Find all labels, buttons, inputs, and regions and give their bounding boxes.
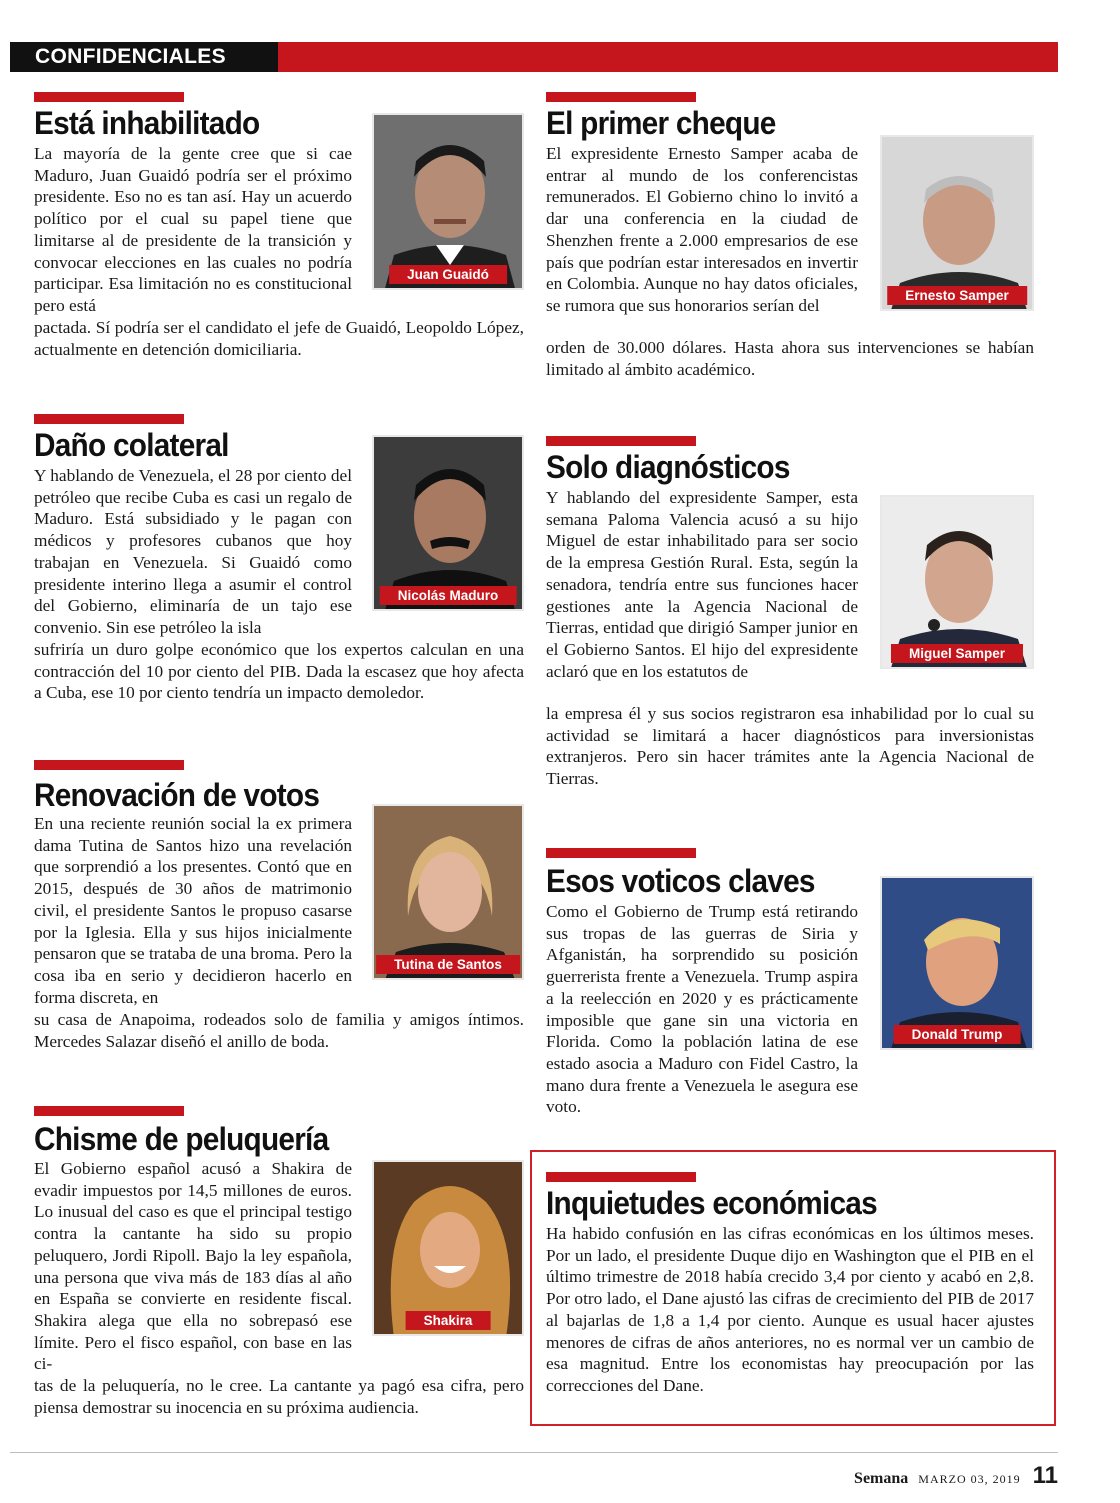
article-body-wrapped: En una reciente reunión social la ex primera dama Tutina de Santos hizo una revelación que sorprendió a los presentes. Contó que en 2015, después de 30 años de matrimonio civil, el presidente Santos le propuso casarse por la Iglesia. Ella y sus hijos inicialmente pensaron que se trataba de una broma. Pero la cosa iba en serio y decidieron hacerlo en forma discreta, en xyxy=(34,814,352,1007)
portrait-image xyxy=(374,115,524,290)
portrait-image xyxy=(374,437,524,611)
footer-page-number: 11 xyxy=(1032,1462,1058,1489)
photo-shakira xyxy=(372,1160,524,1336)
portrait-image xyxy=(882,137,1034,311)
photo-caption: Ernesto Samper xyxy=(887,286,1027,305)
article-body-full: Ha habido confusión en las cifras económicas en los últimos meses. Por un lado, el presidente Duque dijo en Washington que el PIB en el último trimestre de 2018 había crecido 3,4 por ciento y acabó en 2,8. Por otro lado, el Dane ajustó las cifras de crecimiento del PIB de 2017 al bajarlas de 1,8 a 1,4 por ciento. Aunque es usual hacer ajustes menores de cifras de años anteriores, no es normal ver un cambio de esa magnitud. Entre los economistas hay preocupación por las correcciones del Dane. xyxy=(546,1224,1034,1395)
article-red-bar xyxy=(34,92,184,102)
photo-nicolas-maduro xyxy=(372,435,524,611)
article-body-wrapped: La mayoría de la gente cree que si cae Maduro, Juan Guaidó podría ser el próximo presidente. Eso no es tan así. Hay un acuerdo político por el cual su papel tiene que limitarse al de presidente de la transición y convocar elecciones en las cuales no podría participar. Esa limitación no es constitucional pero está xyxy=(34,144,352,315)
photo-caption: Nicolás Maduro xyxy=(380,586,517,605)
article-body-wrapped: El Gobierno español acusó a Shakira de evadir impuestos por 14,5 millones de euros. Lo inusual del caso es que el principal testigo contra la cantante ha sido su propio peluquero, Jordi Ripoll. Bajo la ley española, una persona que viva más de 183 días al año en España se convierte en residente fiscal. Shakira alega que ella no sobrepasó ese límite. Pero el fisco español, con base en las ci- xyxy=(34,1159,352,1374)
section-label: CONFIDENCIALES xyxy=(10,42,278,72)
footer-date: MARZO 03, 2019 xyxy=(918,1472,1021,1486)
page-footer xyxy=(854,1462,1058,1490)
article-red-bar xyxy=(34,760,184,770)
article-red-bar xyxy=(34,414,184,424)
article-title: Solo diagnósticos xyxy=(546,449,790,485)
article-body-wrapped: Como el Gobierno de Trump está retirando sus tropas de las guerras de Siria y Afganistán, ha sorprendido su posición guerrerista frente a Venezuela. Trump aspira a la reelección en 2020 y es prácticamente imposible que gane sin una victoria en Florida. Como la población latina de ese estado asocia a Maduro con Fidel Castro, la mano dura frente a Venezuela le asegura ese voto. xyxy=(546,902,858,1117)
article-body-wrapped: Y hablando del expresidente Samper, esta semana Paloma Valencia acusó a su hijo Miguel de estar inhabilitado para ser socio de la empresa Gestión Rural. Esta, según la senadora, tendría entre sus funciones hacer gestiones ante la Agencia Nacional de Tierras, entidad que dirigió Samper junior en el Gobierno Santos. El hijo del expresidente aclaró que en los estatutos de xyxy=(546,488,858,681)
photo-caption: Juan Guaidó xyxy=(389,265,507,284)
article-body-full: su casa de Anapoima, rodeados solo de familia y amigos íntimos. Mercedes Salazar diseñó el anillo de boda. xyxy=(34,1010,524,1051)
article-title: Chisme de peluquería xyxy=(34,1121,329,1157)
article-red-bar xyxy=(34,1106,184,1116)
footer-brand: Semana xyxy=(854,1470,909,1487)
article-title: Inquietudes económicas xyxy=(546,1185,877,1221)
article-chisme-de-peluqueria xyxy=(34,1106,524,1426)
article-title: Renovación de votos xyxy=(34,777,320,813)
article-inquietudes-economicas xyxy=(546,1172,1034,1417)
article-red-bar xyxy=(546,1172,696,1182)
article-body-wrapped: Y hablando de Venezuela, el 28 por ciento del petróleo que recibe Cuba es casi un regalo de Maduro. Está subsidiado y le pagan con médicos y profesores cubanos que hoy trabajan en Venezuela. Si Guaidó como presidente interino llega a asumir el control del Gobierno, eliminaría de un tajo ese convenio. Sin ese petróleo la isla xyxy=(34,466,352,637)
bottom-rule xyxy=(10,1452,1058,1453)
article-solo-diagnosticos xyxy=(546,436,1034,796)
article-dano-colateral xyxy=(34,414,524,709)
photo-caption: Tutina de Santos xyxy=(376,955,520,974)
article-body-wrapped: El expresidente Ernesto Samper acaba de entrar al mundo de los conferencistas remunerados. El Gobierno chino lo invitó a dar una conferencia en la ciudad de Shenzhen frente a 2.000 empresarios de ese país que podrían estar interesados en invertir en Colombia. Aunque no hay datos oficiales, se rumora que sus honorarios serían del xyxy=(546,144,858,315)
photo-miguel-samper xyxy=(880,495,1034,669)
article-title: El primer cheque xyxy=(546,105,776,141)
article-body-full: orden de 30.000 dólares. Hasta ahora sus intervenciones se habían limitado al ámbito académico. xyxy=(546,338,1034,379)
article-body-full: la empresa él y sus socios registraron esa inhabilidad por lo cual su actividad se limitará a hacer diagnósticos para inversionistas extranjeros. Pero sin hacer trámites ante la Agencia Nacional de Tierras. xyxy=(546,704,1034,789)
photo-caption: Shakira xyxy=(406,1311,491,1330)
article-el-primer-cheque xyxy=(546,92,1034,382)
photo-caption: Donald Trump xyxy=(894,1025,1021,1044)
article-renovacion-de-votos xyxy=(34,760,524,1060)
photo-tutina-de-santos xyxy=(372,804,524,980)
article-body-full: tas de la peluquería, no le cree. La cantante ya pagó esa cifra, pero piensa demostrar su inocencia en su próxima audiencia. xyxy=(34,1376,524,1417)
portrait-image xyxy=(374,1162,524,1336)
article-esos-voticos-claves xyxy=(546,848,1034,1118)
portrait-image xyxy=(374,806,524,980)
article-esta-inhabilitado xyxy=(34,92,524,362)
article-body-full: pactada. Sí podría ser el candidato el jefe de Guaidó, Leopoldo López, actualmente en detención domiciliaria. xyxy=(34,318,524,359)
section-header-bar xyxy=(10,42,1058,72)
article-red-bar xyxy=(546,436,696,446)
article-red-bar xyxy=(546,848,696,858)
article-title: Esos voticos claves xyxy=(546,863,815,899)
article-title: Está inhabilitado xyxy=(34,105,260,141)
photo-juan-guaido xyxy=(372,113,524,290)
photo-donald-trump xyxy=(880,876,1034,1050)
article-red-bar xyxy=(546,92,696,102)
article-title: Daño colateral xyxy=(34,427,229,463)
article-body-full: sufriría un duro golpe económico que los expertos calculan en una contracción del 10 por ciento del PIB. Dada la escasez que hoy afecta a Cuba, ese 10 por ciento tendría un impacto demoledor. xyxy=(34,640,524,703)
photo-caption: Miguel Samper xyxy=(891,644,1023,663)
photo-ernesto-samper xyxy=(880,135,1034,311)
